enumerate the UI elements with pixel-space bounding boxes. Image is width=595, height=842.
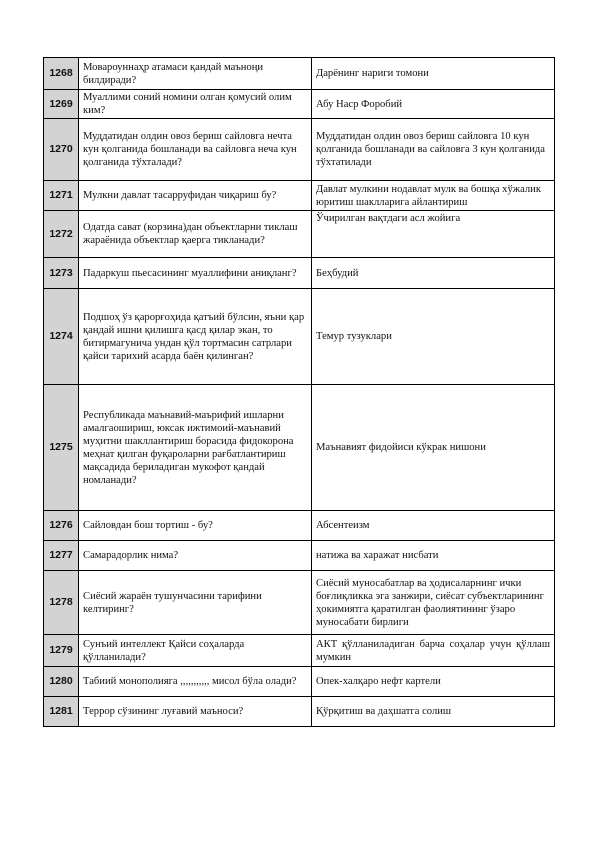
- question-cell: Муаллими соний номини олган қомусий олим ким?: [79, 90, 312, 119]
- question-cell: Мулкни давлат тасарруфидан чиқариш бу?: [79, 181, 312, 211]
- answer-cell: Маънавият фидойиси кўкрак нишони: [312, 385, 555, 511]
- row-number: 1268: [44, 58, 79, 90]
- answer-cell: натижа ва харажат нисбати: [312, 541, 555, 571]
- row-number: 1276: [44, 511, 79, 541]
- table-row: [44, 258, 555, 289]
- answer-cell: Қўрқитиш ва даҳшатга солиш: [312, 697, 555, 727]
- row-number: 1274: [44, 289, 79, 385]
- table-row: [44, 667, 555, 697]
- table-row: [44, 697, 555, 727]
- table-row: [44, 541, 555, 571]
- question-cell: Террор сўзининг луғавий маъноси?: [79, 697, 312, 727]
- row-number: 1271: [44, 181, 79, 211]
- row-number: 1279: [44, 635, 79, 667]
- question-cell: Падаркуш пьесасининг муаллифини аниқланг?: [79, 258, 312, 289]
- table-row: [44, 511, 555, 541]
- row-number: 1269: [44, 90, 79, 119]
- row-number: 1272: [44, 211, 79, 258]
- answer-cell: Абсентеизм: [312, 511, 555, 541]
- row-number: 1275: [44, 385, 79, 511]
- row-number: 1281: [44, 697, 79, 727]
- row-number: 1270: [44, 119, 79, 181]
- table-row: [44, 58, 555, 90]
- answer-cell: Абу Наср Форобий: [312, 90, 555, 119]
- answer-cell: Ўчирилган вақтдаги асл жойига: [312, 211, 555, 258]
- question-cell: Мовароуннаҳр атамаси қандай маъноңи билдиради?: [79, 58, 312, 90]
- table-row: [44, 181, 555, 211]
- table-row: [44, 90, 555, 119]
- question-cell: Табиий монополияга ,,,,,,,,,,, мисол бўла олади?: [79, 667, 312, 697]
- row-number: 1280: [44, 667, 79, 697]
- questions-table: [43, 57, 555, 727]
- row-number: 1273: [44, 258, 79, 289]
- question-cell: Подшоҳ ўз қарорғоҳида қатъий бўлсин, яъни қар қандай ишни қилишга қасд қилар экан, то битирмагунича ундан қўл тортмасин сатрлари қайси тарихий асарда баён қилинган?: [79, 289, 312, 385]
- row-number: 1278: [44, 571, 79, 635]
- table-row: [44, 385, 555, 511]
- table-row: [44, 289, 555, 385]
- question-cell: Самарадорлик нима?: [79, 541, 312, 571]
- table-row: [44, 119, 555, 181]
- row-number: 1277: [44, 541, 79, 571]
- question-cell: Муддатидан олдин овоз бериш сайловга нечта кун қолганида бошланади ва сайловга неча кун қолганида тўхталади?: [79, 119, 312, 181]
- answer-cell: Давлат мулкини нодавлат мулк ва бошқа хўжалик юритиш шаклларига айлантириш: [312, 181, 555, 211]
- answer-cell: АКТ қўлланиладиган барча соҳалар учун қўллаш мумкин: [312, 635, 555, 667]
- answer-cell: Дарёнинг нариги томони: [312, 58, 555, 90]
- answer-cell: Опек-халқаро нефт картели: [312, 667, 555, 697]
- answer-cell: Темур тузуклари: [312, 289, 555, 385]
- answer-cell: Сиёсий муносабатлар ва ҳодисаларнинг ички боғлиқликка эга занжири, сиёсат субъектларининг ҳокимиятга қаратилган фаолиятининг ўзаро муносабати бирлиги: [312, 571, 555, 635]
- question-cell: Республикада маънавий-маърифий ишларни амалгаошириш, юксак ижтимоий-маънавий муҳитни шакллантириш борасида фидокорона меҳнат қилган фуқароларни рағбатлантириш мақсадида бериладиган мукофот қандай номланади?: [79, 385, 312, 511]
- answer-cell: Беҳбудий: [312, 258, 555, 289]
- answer-cell: Муддатидан олдин овоз бериш сайловга 10 кун қолганида бошланади ва сайловга 3 кун қолганида тўхтатилади: [312, 119, 555, 181]
- table-row: [44, 635, 555, 667]
- question-cell: Сиёсий жараён тушунчасини тарифини келтиринг?: [79, 571, 312, 635]
- table-row: [44, 211, 555, 258]
- question-cell: Одатда сават (корзина)дан объектларни тиклаш жараёнида объектлар қаерга тикланади?: [79, 211, 312, 258]
- question-cell: Сунъий интеллект Қайси соҳаларда қўлланилади?: [79, 635, 312, 667]
- table-row: [44, 571, 555, 635]
- question-cell: Сайловдан бош тортиш - бу?: [79, 511, 312, 541]
